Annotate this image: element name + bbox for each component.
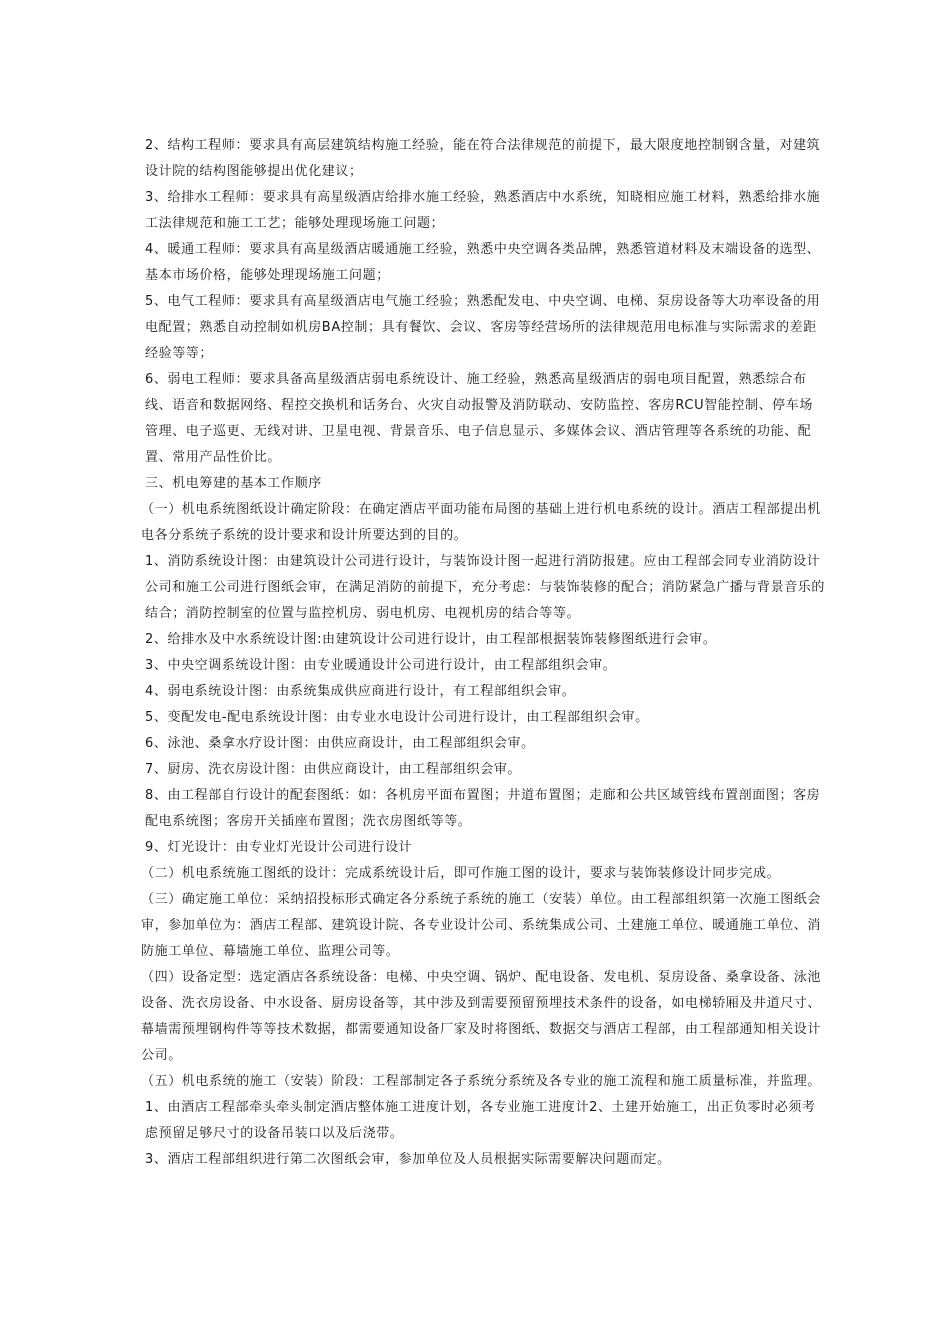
document-body [141, 133, 826, 1173]
paragraph-water-system: 2、给排水及中水系统设计图:由建筑设计公司进行设计，由工程部根据装饰装修图纸进行会审。 [145, 632, 717, 647]
paragraph-low-voltage-engineer: 6、弱电工程师：要求具备高星级酒店弱电系统设计、施工经验，熟悉高星级酒店的弱电项目配置，熟悉综合布线、语音和数据网络、程控交换机和话务台、火灾自动报警及消防联动、安防监控、客房RCU智能控制、停车场管理、电子巡更、无线对讲、卫星电视、背景音乐、电子信息显示、多媒体会议、酒店管理等各系统的功能、配置、常用产品性价比。 [145, 372, 813, 465]
paragraph-kitchen-laundry: 7、厨房、洗衣房设计图：由供应商设计，由工程部组织会审。 [145, 762, 522, 777]
paragraph-stage-1: （一）机电系统图纸设计确定阶段：在确定酒店平面功能布局图的基础上进行机电系统的设计。酒店工程部提出机电各分系统子系统的设计要求和设计所要达到的目的。 [141, 502, 822, 543]
section-heading: 三、机电筹建的基本工作顺序 [145, 476, 322, 491]
paragraph-second-review: 3、酒店工程部组织进行第二次图纸会审，参加单位及人员根据实际需要解决问题而定。 [145, 1152, 671, 1167]
paragraph-power-system: 5、变配发电-配电系统设计图：由专业水电设计公司进行设计，由工程部组织会审。 [145, 710, 649, 725]
paragraph-fire-system: 1、消防系统设计图：由建筑设计公司进行设计，与装饰设计图一起进行消防报建。应由工程部会同专业消防设计公司和施工公司进行图纸会审，在满足消防的前提下，充分考虑：与装饰装修的配合；消防紧急广播与背景音乐的结合；消防控制室的位置与监控机房、弱电机房、电视机房的结合等等。 [145, 554, 826, 621]
paragraph-ac-system: 3、中央空调系统设计图：由专业暖通设计公司进行设计，由工程部组织会审。 [145, 658, 617, 673]
paragraph-stage-3: （三）确定施工单位：采纳招投标形式确定各分系统子系统的施工（安装）单位。由工程部组织第一次施工图纸会审，参加单位为：酒店工程部、建筑设计院、各专业设计公司、系统集成公司、土建施工单位、暖通施工单位、消防施工单位、幕墙施工单位、监理公司等。 [141, 892, 822, 959]
paragraph-stage-4: （四）设备定型：选定酒店各系统设备：电梯、中央空调、锅炉、配电设备、发电机、泵房设备、桑拿设备、泳池设备、洗衣房设备、中水设备、厨房设备等，其中涉及到需要预留预埋技术条件的设备，如电梯轿厢及井道尺寸、幕墙需预埋钢构件等等技术数据，都需要通知设备厂家及时将图纸、数据交与酒店工程部，由工程部通知相关设计公司。 [141, 970, 822, 1063]
paragraph-stage-5: （五）机电系统的施工（安装）阶段：工程部制定各子系统分系统及各专业的施工流程和施工质量标准，并监理。 [141, 1074, 822, 1089]
paragraph-schedule: 1、由酒店工程部牵头牵头制定酒店整体施工进度计划，各专业施工进度计2、土建开始施工，出正负零时必须考虑预留足够尺寸的设备吊装口以及后浇带。 [145, 1100, 816, 1141]
paragraph-plumbing-engineer: 3、给排水工程师：要求具有高星级酒店给排水施工经验，熟悉酒店中水系统，知晓相应施工材料，熟悉给排水施工法律规范和施工工艺；能够处理现场施工问题； [145, 190, 821, 231]
paragraph-hvac-engineer: 4、暖通工程师：要求具有高星级酒店暖通施工经验，熟悉中央空调各类品牌，熟悉管道材料及末端设备的选型、基本市场价格，能够处理现场施工问题； [145, 242, 821, 283]
paragraph-supporting-drawings: 8、由工程部自行设计的配套图纸：如：各机房平面布置图；井道布置图；走廊和公共区域管线布置剖面图；客房配电系统图；客房开关插座布置图；洗衣房图纸等等。 [145, 788, 821, 829]
paragraph-stage-2: （二）机电系统施工图纸的设计：完成系统设计后，即可作施工图的设计，要求与装饰装修设计同步完成。 [141, 866, 781, 881]
paragraph-electrical-engineer: 5、电气工程师：要求具有高星级酒店电气施工经验；熟悉配发电、中央空调、电梯、泵房设备等大功率设备的用电配置；熟悉自动控制如机房BA控制；具有餐饮、会议、客房等经营场所的法律规范用电标准与实际需求的差距经验等等； [145, 294, 821, 361]
paragraph-lighting: 9、灯光设计：由专业灯光设计公司进行设计 [145, 840, 413, 855]
paragraph-weak-current: 4、弱电系统设计图：由系统集成供应商进行设计，有工程部组织会审。 [145, 684, 576, 699]
paragraph-structural-engineer: 2、结构工程师：要求具有高层建筑结构施工经验，能在符合法律规范的前提下，最大限度地控制钢含量，对建筑设计院的结构图能够提出优化建议； [145, 138, 821, 179]
paragraph-pool-sauna: 6、泳池、桑拿水疗设计图：由供应商设计，由工程部组织会审。 [145, 736, 535, 751]
